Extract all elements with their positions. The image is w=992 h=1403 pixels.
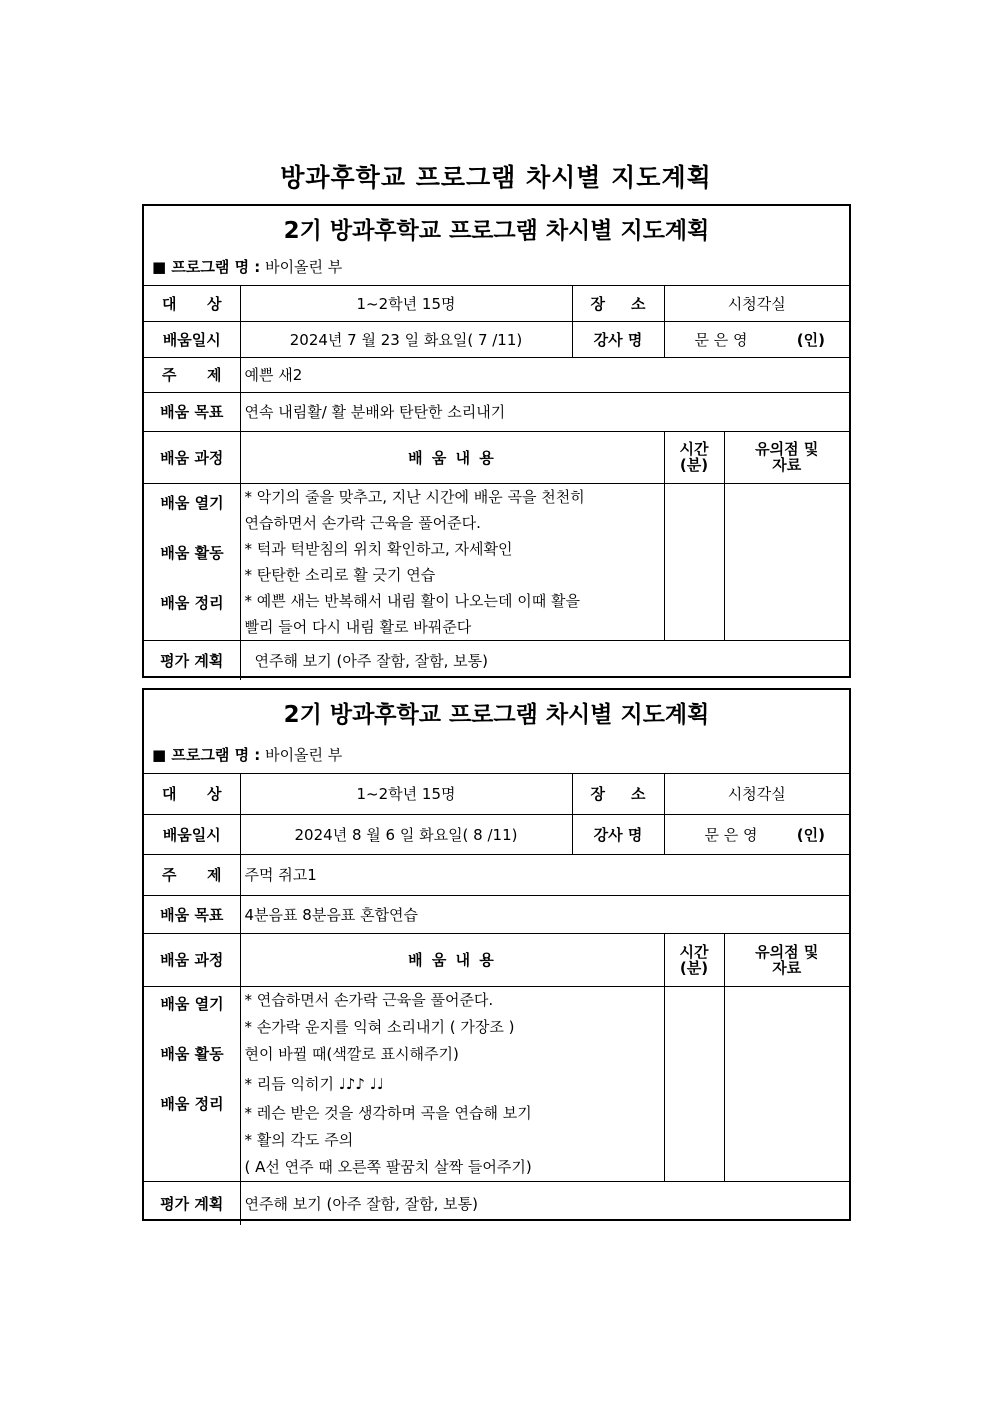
- goal-label: 배움 목표: [144, 895, 240, 933]
- notes-label-line-2: 자료: [772, 456, 802, 474]
- eval-value: 연주해 보기 (아주 잘함, 잘함, 보통): [240, 1181, 849, 1225]
- topic-label: 주 제: [144, 357, 240, 392]
- program-line: [152, 744, 342, 765]
- target-value: 1~2학년 15명: [240, 286, 572, 321]
- date-label: 배움일시: [144, 321, 240, 357]
- topic-value: 예쁜 새2: [240, 357, 849, 392]
- time-cell: [664, 986, 724, 1181]
- eval-label: 평가 계획: [144, 1181, 240, 1225]
- topic-label: 주 제: [144, 854, 240, 895]
- instructor-label: 강사 명: [572, 814, 664, 854]
- plan-title: 2기 방과후학교 프로그램 차시별 지도계획: [283, 702, 710, 728]
- program-line: [152, 256, 342, 277]
- content-line: * 손가락 운지를 익혀 소리내기 ( 가장조 ): [244, 1017, 515, 1036]
- content-label: 배 움 내 용: [240, 933, 664, 986]
- target-value: 1~2학년 15명: [240, 774, 572, 814]
- plan-header: [144, 206, 849, 286]
- content-line: 현이 바뀔 때(색깔로 표시해주기): [244, 1044, 459, 1063]
- page-title: 방과후학교 프로그램 차시별 지도계획: [280, 163, 712, 192]
- time-label: [664, 431, 724, 483]
- instructor-name: 문 은 영: [694, 330, 748, 349]
- topic-value: 주먹 쥐고1: [240, 854, 849, 895]
- content-line: * 연습하면서 손가락 근육을 풀어준다.: [244, 990, 494, 1009]
- time-label: [664, 933, 724, 986]
- place-label: 장 소: [572, 774, 664, 814]
- notes-label: [724, 933, 849, 986]
- lesson-plan-1: [142, 204, 851, 678]
- content-line: * 리듬 익히기 ♩♪♪ ♩♩: [244, 1074, 384, 1093]
- notes-label: [724, 431, 849, 483]
- plan-title: 2기 방과후학교 프로그램 차시별 지도계획: [283, 218, 710, 244]
- stage-activity: 배움 활동: [160, 1044, 224, 1063]
- goal-value: 연속 내림활/ 활 분배와 탄탄한 소리내기: [240, 392, 849, 431]
- notes-cell: [724, 483, 849, 640]
- goal-label: 배움 목표: [144, 392, 240, 431]
- stage-closing: 배움 정리: [160, 1094, 224, 1113]
- process-label: 배움 과정: [144, 431, 240, 483]
- plan-table: [144, 774, 849, 1225]
- goal-value: 4분음표 8분음표 혼합연습: [240, 895, 849, 933]
- place-value: 시청각실: [664, 286, 849, 321]
- instructor-cell: [664, 814, 849, 854]
- stage-opening: 배움 열기: [160, 493, 224, 512]
- program-label: ■ 프로그램 명 :: [152, 746, 261, 764]
- content-line: * 턱과 턱받침의 위치 확인하고, 자세확인: [244, 539, 513, 558]
- target-label: 대 상: [144, 774, 240, 814]
- content-line: * 악기의 줄을 맞추고, 지난 시간에 배운 곡을 천천히: [244, 487, 585, 506]
- instructor-name: 문 은 영: [704, 825, 758, 844]
- date-value: 2024년 8 월 6 일 화요일( 8 /11): [240, 814, 572, 854]
- stage-opening: 배움 열기: [160, 994, 224, 1013]
- stage-closing: 배움 정리: [160, 593, 224, 612]
- content-cell: [240, 483, 664, 640]
- eval-label: 평가 계획: [144, 640, 240, 680]
- instructor-seal: (인): [796, 330, 825, 349]
- lesson-plan-2: [142, 688, 851, 1221]
- date-value: 2024년 7 월 23 일 화요일( 7 /11): [240, 321, 572, 357]
- program-name: 바이올린 부: [265, 746, 343, 764]
- notes-cell: [724, 986, 849, 1181]
- content-line: * 탄탄한 소리로 활 긋기 연습: [244, 565, 436, 584]
- content-line: * 레슨 받은 것을 생각하며 곡을 연습해 보기: [244, 1103, 532, 1122]
- program-name: 바이올린 부: [265, 258, 343, 276]
- eval-value: 연주해 보기 (아주 잘함, 잘함, 보통): [240, 640, 849, 680]
- instructor-label: 강사 명: [572, 321, 664, 357]
- content-line: * 예쁜 새는 반복해서 내림 활이 나오는데 이때 활을: [244, 591, 580, 610]
- place-value: 시청각실: [664, 774, 849, 814]
- stage-activity: 배움 활동: [160, 543, 224, 562]
- plan-header: [144, 690, 849, 774]
- content-line: 빨리 들어 다시 내림 활로 바꿔준다: [244, 617, 472, 636]
- content-line: * 활의 각도 주의: [244, 1130, 354, 1149]
- target-label: 대 상: [144, 286, 240, 321]
- time-label-line-1: 시간: [679, 942, 709, 961]
- notes-label-line-1: 유의점 및: [755, 440, 819, 458]
- instructor-cell: [664, 321, 849, 357]
- stage-list: [144, 986, 240, 1181]
- time-cell: [664, 483, 724, 640]
- notes-label-line-2: 자료: [772, 958, 802, 977]
- date-label: 배움일시: [144, 814, 240, 854]
- process-label: 배움 과정: [144, 933, 240, 986]
- content-line: ( A선 연주 때 오른쪽 팔꿈치 살짝 들어주기): [244, 1157, 532, 1176]
- stage-list: [144, 483, 240, 640]
- plan-table: [144, 286, 849, 680]
- time-label-line-1: 시간: [679, 440, 709, 458]
- content-cell: [240, 986, 664, 1181]
- notes-label-line-1: 유의점 및: [755, 942, 819, 961]
- content-line: 연습하면서 손가락 근육을 풀어준다.: [244, 513, 481, 532]
- time-label-line-2: (분): [679, 958, 709, 977]
- instructor-seal: (인): [796, 825, 825, 844]
- content-label: 배 움 내 용: [240, 431, 664, 483]
- place-label: 장 소: [572, 286, 664, 321]
- time-label-line-2: (분): [679, 456, 709, 474]
- program-label: ■ 프로그램 명 :: [152, 258, 261, 276]
